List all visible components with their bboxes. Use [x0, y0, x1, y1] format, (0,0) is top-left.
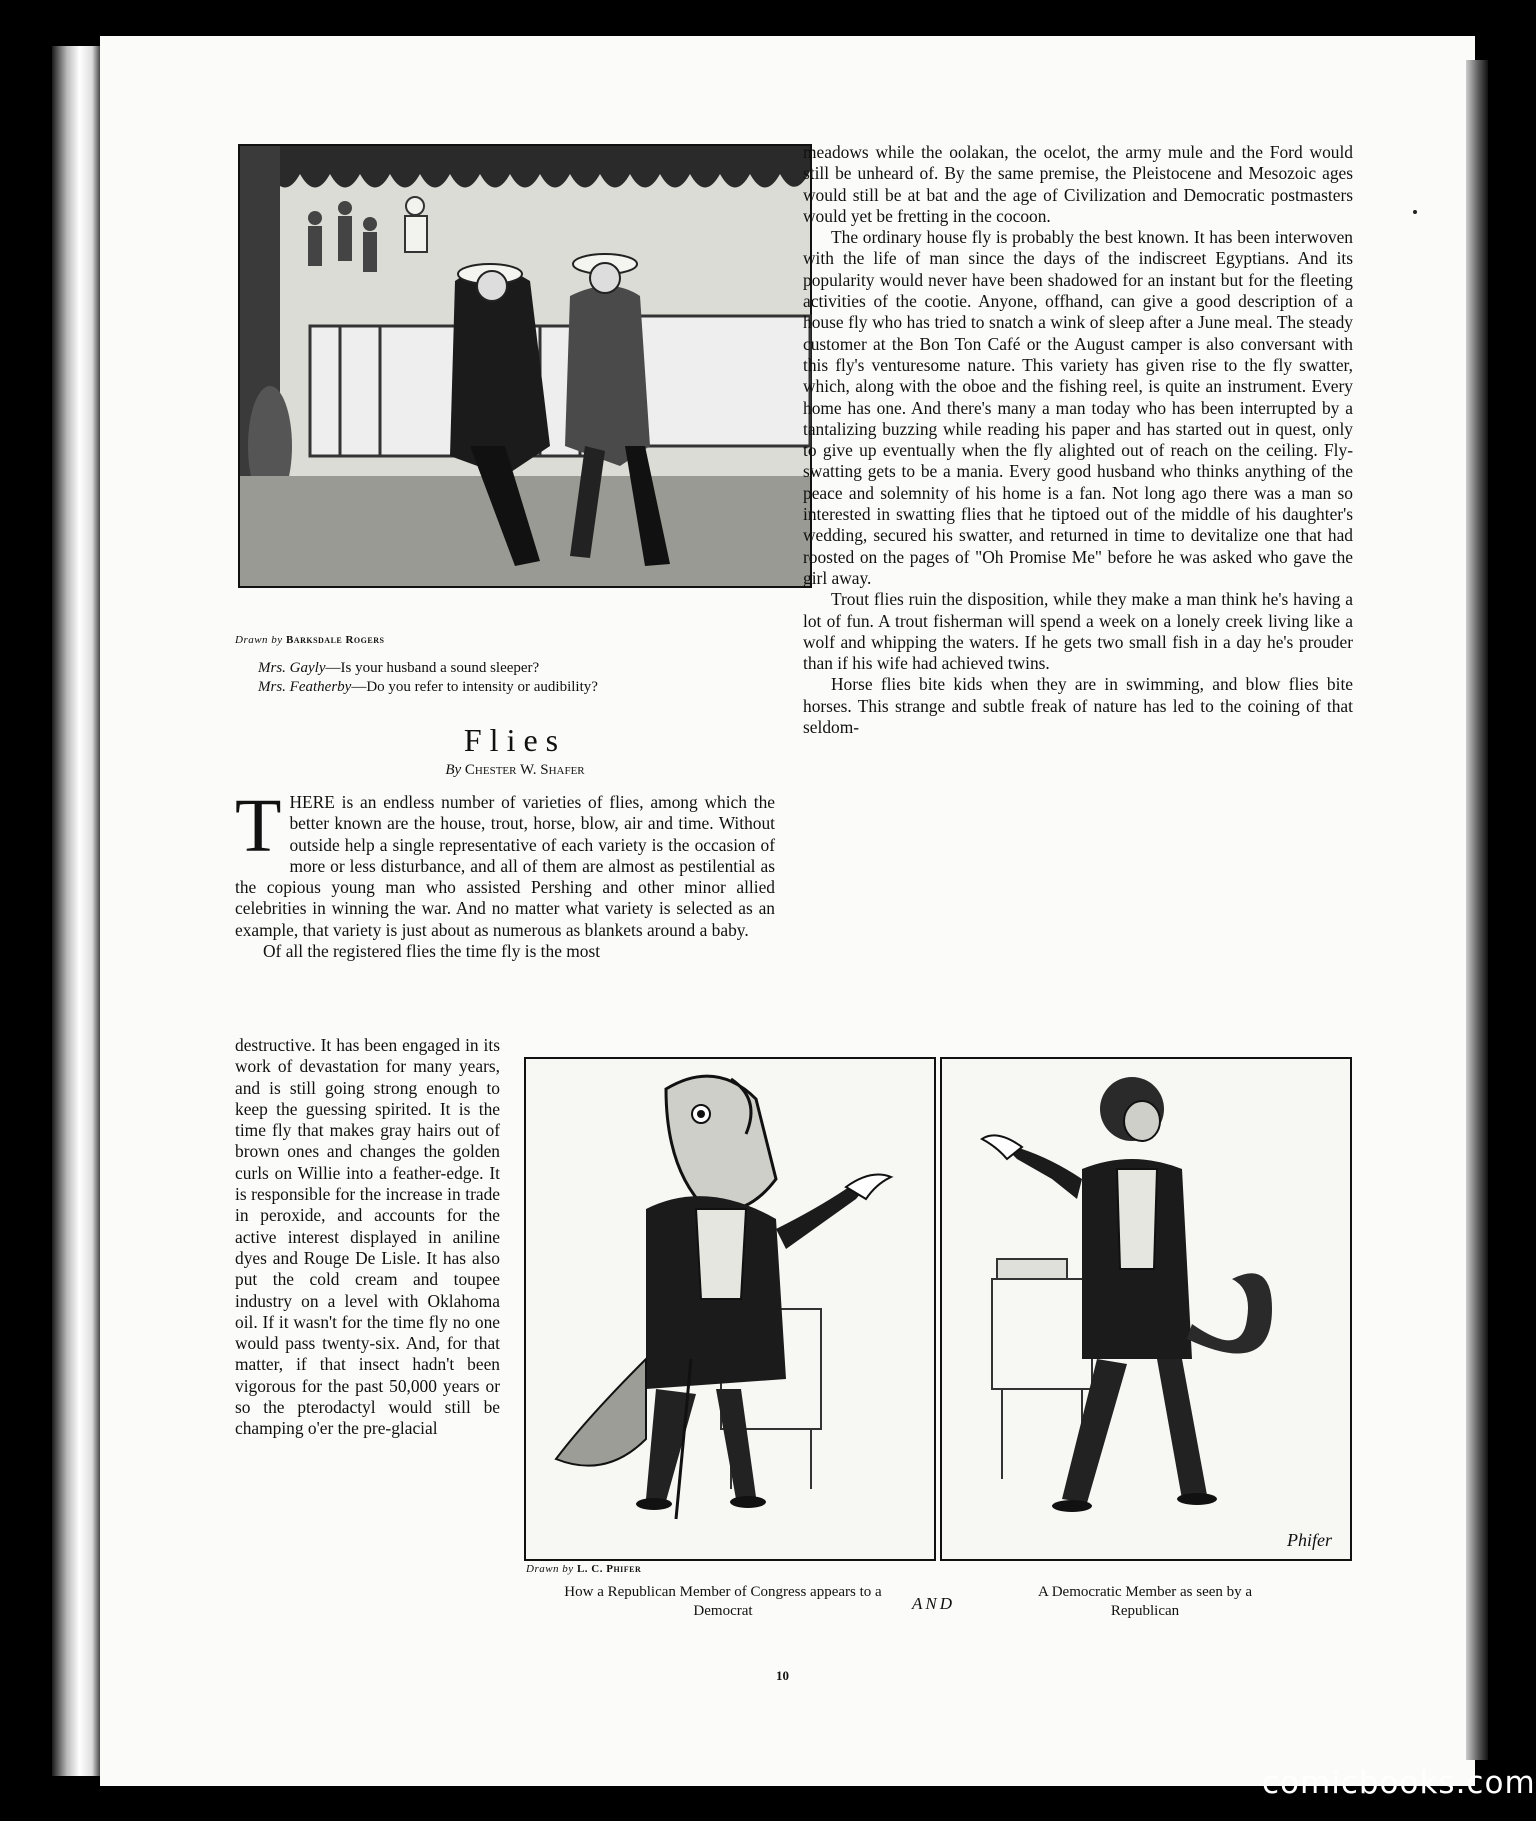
caption-line	[258, 659, 598, 678]
right-panel-caption: A Democratic Member as seen by a Republican	[1037, 1584, 1253, 1619]
cartoon-panel-monkey	[940, 1057, 1352, 1561]
page-number: 10	[776, 1668, 789, 1683]
watermark: comicbooks.com	[1262, 1765, 1536, 1801]
paragraph: The ordinary house fly is probably the best known. It has been interwoven with the life of man since the days of the indiscreet Egyptians. And its popularity would never have been shadowed for an instant but for the fleeting activities of the cootie. Anyone, offhand, can give a good description of a house fly who has tried to snatch a wink of sleep after a June meal. The steady customer at the Bon Ton Café or the August camper is also conversant with this fly's venturesome nature. This variety has given rise to the fly swatter, which, along with the oboe and the fishing reel, is quite an instrument. Every home has one. And there's many a man today who has been interrupted by a tantalizing buzzing while reading his paper and has started out in quest, only to give up eventually when the fly alighted out of reach on the ceiling. Fly-swatting gets to be a mania. Every good husband who thinks anything of the peace and solemnity of his home is a fan. Not long ago there was a man so interested in swatting flies that he tiptoed out of the middle of his daughter's wedding, secured his swatter, and returned in time to devitalize one that had roosted on the pages of "Oh Promise Me" before he was asked who gave the girl away.	[803, 227, 1353, 588]
speck	[1413, 210, 1417, 214]
caption-speaker: Mrs. Gayly	[258, 660, 326, 676]
caption-line	[258, 678, 598, 697]
page-edge	[1466, 60, 1488, 1760]
cartoon-credit	[526, 1563, 641, 1575]
credit-name: L. C. Phifer	[576, 1563, 642, 1575]
left-panel-caption: How a Republican Member of Congress appears to a Democrat	[564, 1584, 882, 1619]
and-connector: AND	[912, 1594, 955, 1613]
right-column	[803, 142, 1353, 738]
top-illustration	[238, 144, 812, 588]
credit-name: Barksdale Rogers	[285, 634, 385, 646]
binding-spine	[52, 46, 102, 1776]
left-column-narrow	[235, 1035, 500, 1440]
artist-signature: Phifer	[1287, 1530, 1332, 1550]
credit-prefix: Drawn by	[235, 634, 283, 646]
top-illustration-caption	[258, 659, 598, 697]
paragraph: Trout flies ruin the disposition, while they make a man think he's having a lot of fun. A trout fisherman will spend a week on a lonely creek living like a wolf and whipping the waters. If he gets two small fish in a day he's prouder than if his wife had achieved twins.	[803, 589, 1353, 674]
credit-prefix: Drawn by	[526, 1563, 574, 1575]
article-title: Flies	[463, 722, 567, 758]
paragraph: destructive. It has been engaged in its work of devastation for many years, and is still going strong enough to keep the guessing spirited. It is the time fly that makes gray hairs out of brown ones and changes the golden curls on Willie into a feather-edge. It is responsible for the increase in trade in peroxide, and accounts for the active interest displayed in aniline dyes and Rouge De Lisle. It has also put the cold cream and toupee industry on a level with Oklahoma oil. If it wasn't for the time fly no one would pass twenty-six. And, for that matter, if that insect hadn't been vigorous for the past 50,000 years or so the pterodactyl would still be champing o'er the pre-glacial	[235, 1035, 500, 1439]
caption-text: —Is your husband a sound sleeper?	[325, 660, 540, 676]
cartoon-panel-fish	[524, 1057, 936, 1561]
garden-party-drawing	[240, 146, 810, 586]
byline-name: Chester W. Shafer	[464, 762, 585, 778]
left-column-top	[235, 784, 775, 962]
drop-cap: T	[235, 784, 282, 868]
article-byline	[340, 762, 690, 779]
byline-prefix: By	[445, 762, 462, 778]
caption-speaker: Mrs. Featherby	[258, 679, 352, 695]
paragraph	[235, 784, 775, 941]
caption-text: —Do you refer to intensity or audibility?	[351, 679, 598, 695]
fish-congressman-drawing	[526, 1059, 934, 1559]
monkey-congressman-drawing	[942, 1059, 1350, 1559]
paragraph: Of all the registered flies the time fly is the most	[263, 941, 601, 962]
paragraph: Horse flies bite kids when they are in swimming, and blow flies bite horses. This strange and subtle freak of nature has led to the coining of that seldom-	[803, 674, 1353, 738]
paragraph: meadows while the oolakan, the ocelot, the army mule and the Ford would still be unheard of. By the same premise, the Pleistocene and Mesozoic ages would still be at bat and the age of Civilization and Democratic postmasters would yet be fretting in the cocoon.	[803, 142, 1353, 226]
paragraph-text: HERE is an endless number of varieties of flies, among which the better known are the house, trout, horse, blow, air and time. Without outside help a single representative of each variety is the occasion of more or less disturbance, and all of them are almost as pestilential as the copious young man who assisted Pershing and other minor allied celebrities in winning the war. And no matter what variety is selected as an example, that variety is just about as numerous as blankets around a baby.	[235, 792, 775, 940]
top-illustration-credit	[235, 634, 384, 646]
